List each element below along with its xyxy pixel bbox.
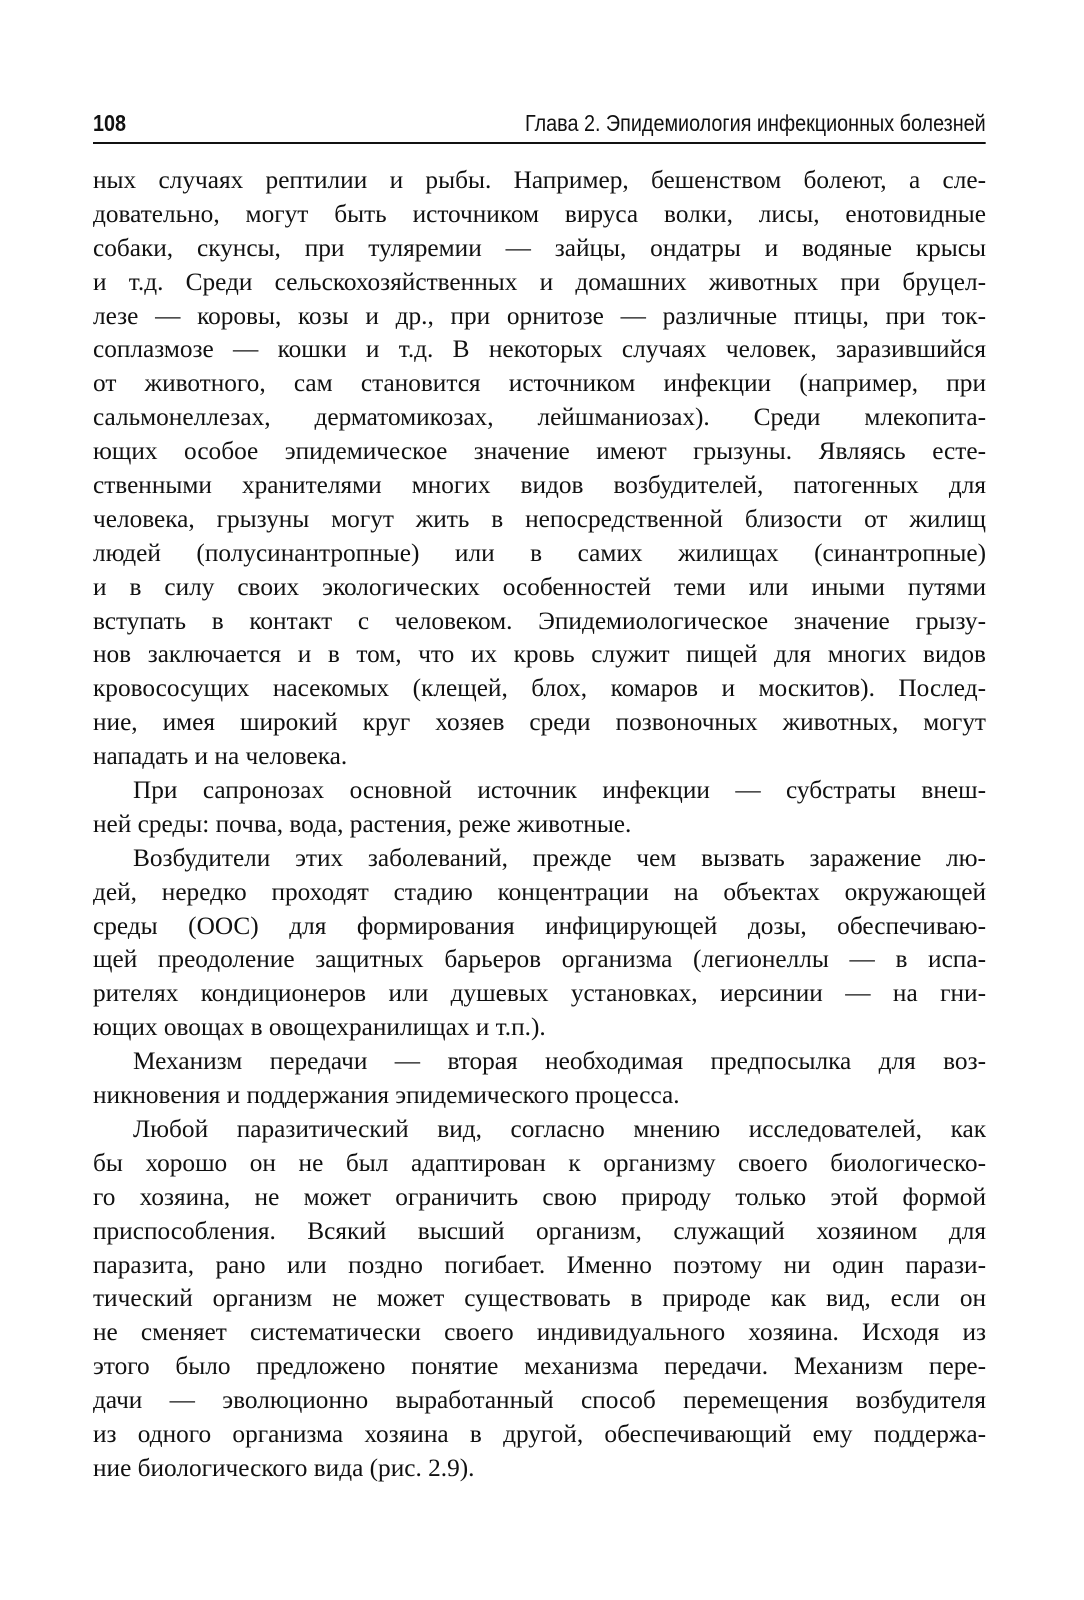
text-line: сальмонеллезах, дерматомикозах, лейшманиозах). Среди млекопита-	[93, 403, 986, 432]
text-line: ственными хранителями многих видов возбудителей, патогенных для	[93, 471, 986, 500]
text-line: и в силу своих экологических особенностей теми или иными путями	[93, 572, 986, 601]
text-line: и т.д. Среди сельскохозяйственных и домашних животных при бруцел-	[93, 267, 986, 296]
text-line: из одного организма хозяина в другой, обеспечивающий ему поддержа-	[93, 1419, 986, 1448]
text-line: соплазмозе — кошки и т.д. В некоторых случаях человек, заразившийся	[93, 335, 986, 364]
text-line: не сменяет систематически своего индивидуального хозяина. Исходя из	[93, 1318, 986, 1347]
text-line: тический организм не может существовать в природе как вид, если он	[93, 1284, 986, 1313]
text-line: ней среды: почва, вода, растения, реже животные.	[93, 809, 632, 838]
text-line: вступать в контакт с человеком. Эпидемиологическое значение грызу-	[93, 606, 986, 635]
text-line: среды (ООС) для формирования инфицирующей дозы, обеспечиваю-	[93, 911, 986, 940]
text-line: бы хорошо он не был адаптирован к организму своего биологическо-	[93, 1148, 986, 1177]
text-line: от животного, сам становится источником инфекции (например, при	[93, 369, 986, 398]
page-number: 108	[93, 110, 127, 136]
paragraph	[93, 164, 986, 774]
text-line: щей преодоление защитных барьеров организма (легионеллы — в испа-	[93, 945, 986, 974]
text-line: довательно, могут быть источником вируса волки, лисы, енотовидные	[93, 199, 986, 228]
text-line: ющих особое эпидемическое значение имеют грызуны. Являясь есте-	[93, 437, 986, 466]
text-line: го хозяина, не может ограничить свою природу только этой формой	[93, 1182, 986, 1211]
text-line: дачи — эволюционно выработанный способ перемещения возбудителя	[93, 1386, 986, 1415]
text-line: никновения и поддержания эпидемического процесса.	[93, 1081, 680, 1110]
text-line: человека, грызуны могут жить в непосредственной близости от жилищ	[93, 504, 986, 533]
text-line: приспособления. Всякий высший организм, служащий хозяином для	[93, 1216, 986, 1245]
text-line: Механизм передачи — вторая необходимая предпосылка для воз-	[133, 1047, 986, 1076]
text-line: нападать и на человека.	[93, 742, 348, 771]
text-line: дей, нередко проходят стадию концентрации на объектах окружающей	[93, 877, 986, 906]
running-header	[93, 108, 986, 144]
text-line: рителях кондиционеров или душевых установках, иерсинии — на гни-	[93, 979, 986, 1008]
text-line: Возбудители этих заболеваний, прежде чем вызвать заражение лю-	[133, 843, 986, 872]
text-line: кровососущих насекомых (клещей, блох, комаров и москитов). Послед-	[93, 674, 986, 703]
text-line: нов заключается и в том, что их кровь служит пищей для многих видов	[93, 640, 986, 669]
text-line: ние, имея широкий круг хозяев среди позвоночных животных, могут	[93, 708, 986, 737]
book-page	[93, 108, 986, 1486]
paragraph	[93, 774, 986, 842]
text-line: ных случаях рептилии и рыбы. Например, бешенством болеют, а сле-	[93, 166, 986, 194]
text-line: ние биологического вида (рис. 2.9).	[93, 1453, 475, 1482]
paragraph	[93, 842, 986, 1045]
text-line: этого было предложено понятие механизма передачи. Механизм пере-	[93, 1352, 986, 1381]
body-text	[93, 164, 986, 1486]
text-line: паразита, рано или поздно погибает. Именно поэтому ни один парази-	[93, 1250, 986, 1279]
paragraph	[93, 1045, 986, 1113]
text-line: Любой паразитический вид, согласно мнению исследователей, как	[133, 1114, 986, 1143]
text-line: ющих овощах в овощехранилищах и т.п.).	[93, 1013, 546, 1042]
text-line: людей (полусинантропные) или в самих жилищах (синантропные)	[93, 538, 986, 567]
text-line: При сапронозах основной источник инфекции — субстраты внеш-	[133, 776, 986, 805]
paragraph	[93, 1113, 986, 1486]
chapter-title: Глава 2. Эпидемиология инфекционных болезней	[525, 110, 986, 136]
text-line: собаки, скунсы, при туляремии — зайцы, ондатры и водяные крысы	[93, 233, 986, 262]
text-line: лезе — коровы, козы и др., при орнитозе — различные птицы, при ток-	[93, 301, 986, 330]
